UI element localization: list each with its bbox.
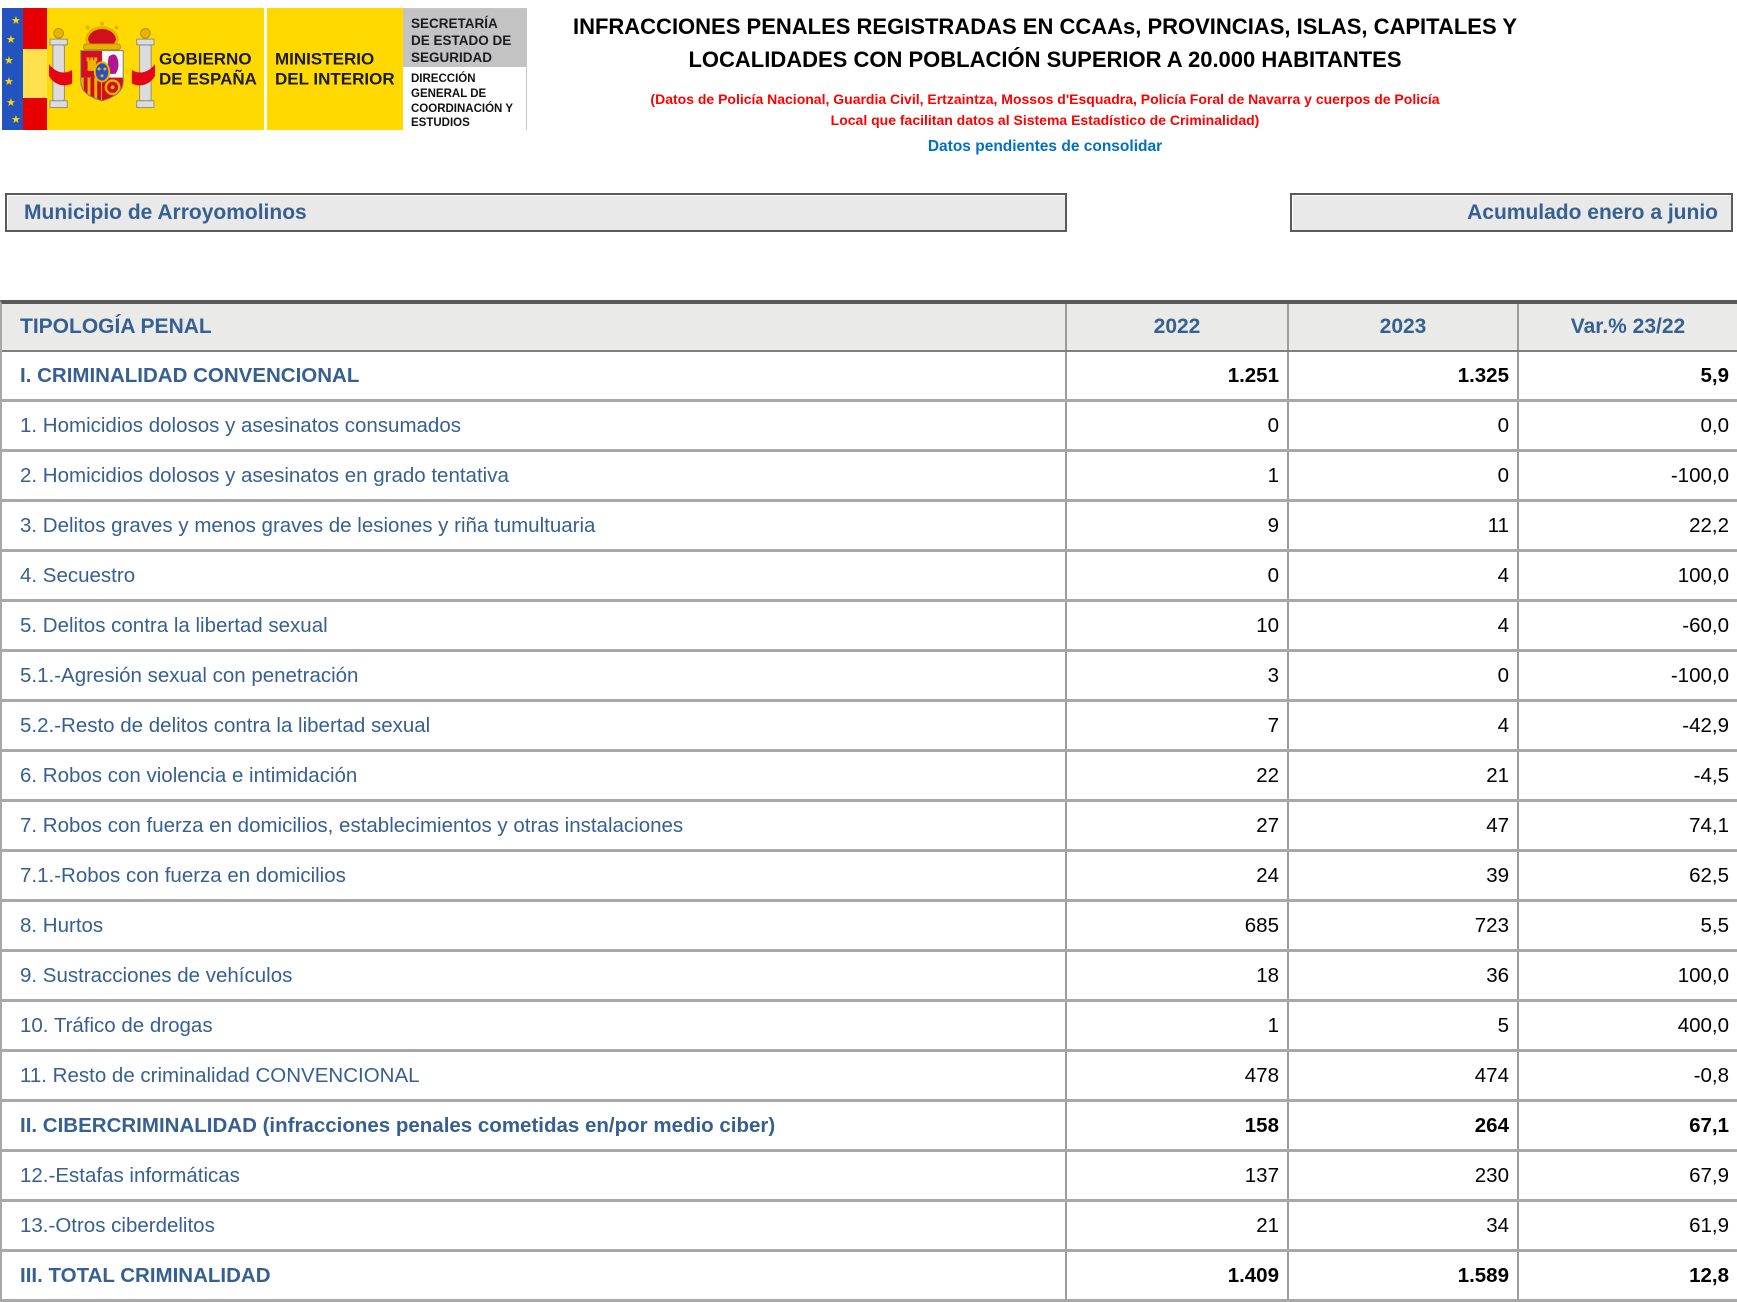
- crime-type-label: 5.1.-Agresión sexual con penetración: [20, 663, 359, 687]
- table-row: [2, 802, 1737, 852]
- table-row: [2, 352, 1737, 402]
- table-body: [2, 352, 1737, 1302]
- value-2022: 18: [1065, 952, 1287, 999]
- period-header: Acumulado enero a junio: [1290, 193, 1733, 232]
- value-2022: 478: [1065, 1052, 1287, 1099]
- value-var: -100,0: [1517, 452, 1737, 499]
- eu-star-icon: ★: [4, 55, 14, 67]
- value-var: 22,2: [1517, 502, 1737, 549]
- col-var: Var.% 23/22: [1517, 304, 1737, 350]
- crime-type-label: 3. Delitos graves y menos graves de lesiones y riña tumultuaria: [20, 513, 596, 537]
- ministry-name: MINISTERIO DEL INTERIOR: [275, 49, 395, 88]
- crime-type-label: 1. Homicidios dolosos y asesinatos consumados: [20, 413, 461, 437]
- value-var: 67,9: [1517, 1152, 1737, 1199]
- value-var: -60,0: [1517, 602, 1737, 649]
- value-2023: 0: [1287, 402, 1517, 449]
- eu-star-icon: ★: [6, 97, 16, 109]
- table-row: [2, 452, 1737, 502]
- value-2022: 24: [1065, 852, 1287, 899]
- table-row: [2, 402, 1737, 452]
- value-var: 400,0: [1517, 1002, 1737, 1049]
- value-2023: 11: [1287, 502, 1517, 549]
- report-note: Datos pendientes de consolidar: [927, 138, 1163, 155]
- value-var: -100,0: [1517, 652, 1737, 699]
- eu-star-icon: ★: [11, 114, 21, 126]
- value-var: 0,0: [1517, 402, 1737, 449]
- report-header: [545, 10, 1545, 156]
- value-2023: 4: [1287, 702, 1517, 749]
- value-2023: 723: [1287, 902, 1517, 949]
- value-2022: 1.251: [1065, 352, 1287, 399]
- municipality-header: Municipio de Arroyomolinos: [5, 193, 1067, 232]
- value-2022: 158: [1065, 1102, 1287, 1149]
- table-row: [2, 502, 1737, 552]
- value-var: 5,9: [1517, 352, 1737, 399]
- value-2022: 685: [1065, 902, 1287, 949]
- crime-type-label: 10. Tráfico de drogas: [20, 1013, 213, 1037]
- crime-type-label: 9. Sustracciones de vehículos: [20, 963, 293, 987]
- crime-type-label: 7.1.-Robos con fuerza en domicilios: [20, 863, 346, 887]
- logo-field: [47, 8, 403, 130]
- table-row: [2, 1002, 1737, 1052]
- value-2022: 27: [1065, 802, 1287, 849]
- table-row: [2, 902, 1737, 952]
- table-row: [2, 702, 1737, 752]
- table-header-row: [2, 304, 1737, 352]
- value-2022: 1: [1065, 452, 1287, 499]
- value-2022: 22: [1065, 752, 1287, 799]
- value-2023: 39: [1287, 852, 1517, 899]
- value-2023: 4: [1287, 552, 1517, 599]
- crime-type-label: 8. Hurtos: [20, 913, 104, 937]
- value-2022: 7: [1065, 702, 1287, 749]
- value-2023: 264: [1287, 1102, 1517, 1149]
- crime-type-label: 5. Delitos contra la libertad sexual: [20, 613, 328, 637]
- value-2023: 36: [1287, 952, 1517, 999]
- logo-units: [403, 8, 527, 130]
- crime-type-label: 5.2.-Resto de delitos contra la libertad sexual: [20, 713, 431, 737]
- eu-flag: [2, 8, 23, 130]
- report-sources: (Datos de Policía Nacional, Guardia Civil, Ertzaintza, Mossos d'Esquadra, Policía Foral de Navarra y cuerpos de Policía Local que facilitan datos al Sistema Estadístico de Criminalidad): [650, 91, 1440, 128]
- crime-table: [0, 300, 1737, 1302]
- table-row: [2, 1052, 1737, 1102]
- value-2022: 1: [1065, 1002, 1287, 1049]
- table-row: [2, 652, 1737, 702]
- value-var: 62,5: [1517, 852, 1737, 899]
- table-row: [2, 1102, 1737, 1152]
- value-2023: 1.589: [1287, 1252, 1517, 1299]
- eu-star-icon: ★: [6, 34, 16, 46]
- value-2023: 21: [1287, 752, 1517, 799]
- value-var: 12,8: [1517, 1252, 1737, 1299]
- table-row: [2, 852, 1737, 902]
- directorate-label: DIRECCIÓN GENERAL DE COORDINACIÓN Y ESTUDIOS: [403, 67, 526, 132]
- logo-divider: [264, 8, 267, 130]
- crime-type-label: III. TOTAL CRIMINALIDAD: [20, 1263, 271, 1287]
- crime-type-label: 11. Resto de criminalidad CONVENCIONAL: [20, 1063, 420, 1087]
- crime-type-label: 12.-Estafas informáticas: [20, 1163, 240, 1187]
- crime-type-label: 4. Secuestro: [20, 563, 136, 587]
- value-2023: 34: [1287, 1202, 1517, 1249]
- crime-type-label: I. CRIMINALIDAD CONVENCIONAL: [20, 363, 360, 387]
- crime-type-label: II. CIBERCRIMINALIDAD (infracciones penales cometidas en/por medio ciber): [20, 1113, 776, 1137]
- value-var: -4,5: [1517, 752, 1737, 799]
- value-var: 67,1: [1517, 1102, 1737, 1149]
- government-name: GOBIERNO DE ESPAÑA: [159, 49, 257, 88]
- eu-star-icon: ★: [4, 76, 14, 88]
- value-2022: 21: [1065, 1202, 1287, 1249]
- value-2022: 0: [1065, 552, 1287, 599]
- secretariat-label: SECRETARÍA DE ESTADO DE SEGURIDAD: [403, 9, 526, 67]
- value-var: -0,8: [1517, 1052, 1737, 1099]
- value-2022: 3: [1065, 652, 1287, 699]
- crime-type-label: 6. Robos con violencia e intimidación: [20, 763, 358, 787]
- crime-type-label: 13.-Otros ciberdelitos: [20, 1213, 215, 1237]
- table-row: [2, 1202, 1737, 1252]
- value-2023: 0: [1287, 652, 1517, 699]
- value-2023: 0: [1287, 452, 1517, 499]
- value-2023: 474: [1287, 1052, 1517, 1099]
- table-row: [2, 752, 1737, 802]
- crime-type-label: 2. Homicidios dolosos y asesinatos en grado tentativa: [20, 463, 509, 487]
- table-row: [2, 602, 1737, 652]
- value-var: 100,0: [1517, 952, 1737, 999]
- spain-flag: [23, 8, 47, 130]
- government-logo: [2, 8, 527, 130]
- col-tipologia: TIPOLOGÍA PENAL: [20, 315, 212, 338]
- table-row: [2, 552, 1737, 602]
- col-2022: 2022: [1065, 304, 1287, 350]
- value-2022: 10: [1065, 602, 1287, 649]
- value-var: 61,9: [1517, 1202, 1737, 1249]
- crime-type-label: 7. Robos con fuerza en domicilios, establecimientos y otras instalaciones: [20, 813, 684, 837]
- value-2023: 1.325: [1287, 352, 1517, 399]
- report-title: INFRACCIONES PENALES REGISTRADAS EN CCAAs, PROVINCIAS, ISLAS, CAPITALES Y LOCALIDADES CON POBLACIÓN SUPERIOR A 20.000 HABITANTES: [572, 14, 1518, 72]
- value-var: -42,9: [1517, 702, 1737, 749]
- value-var: 74,1: [1517, 802, 1737, 849]
- value-2023: 230: [1287, 1152, 1517, 1199]
- value-2022: 0: [1065, 402, 1287, 449]
- value-2022: 137: [1065, 1152, 1287, 1199]
- value-var: 5,5: [1517, 902, 1737, 949]
- table-row: [2, 1152, 1737, 1202]
- coat-of-arms-icon: [49, 14, 155, 124]
- value-2023: 47: [1287, 802, 1517, 849]
- value-2022: 1.409: [1065, 1252, 1287, 1299]
- value-var: 100,0: [1517, 552, 1737, 599]
- value-2023: 4: [1287, 602, 1517, 649]
- eu-star-icon: ★: [11, 15, 21, 27]
- value-2022: 9: [1065, 502, 1287, 549]
- col-2023: 2023: [1287, 304, 1517, 350]
- value-2023: 5: [1287, 1002, 1517, 1049]
- table-row: [2, 952, 1737, 1002]
